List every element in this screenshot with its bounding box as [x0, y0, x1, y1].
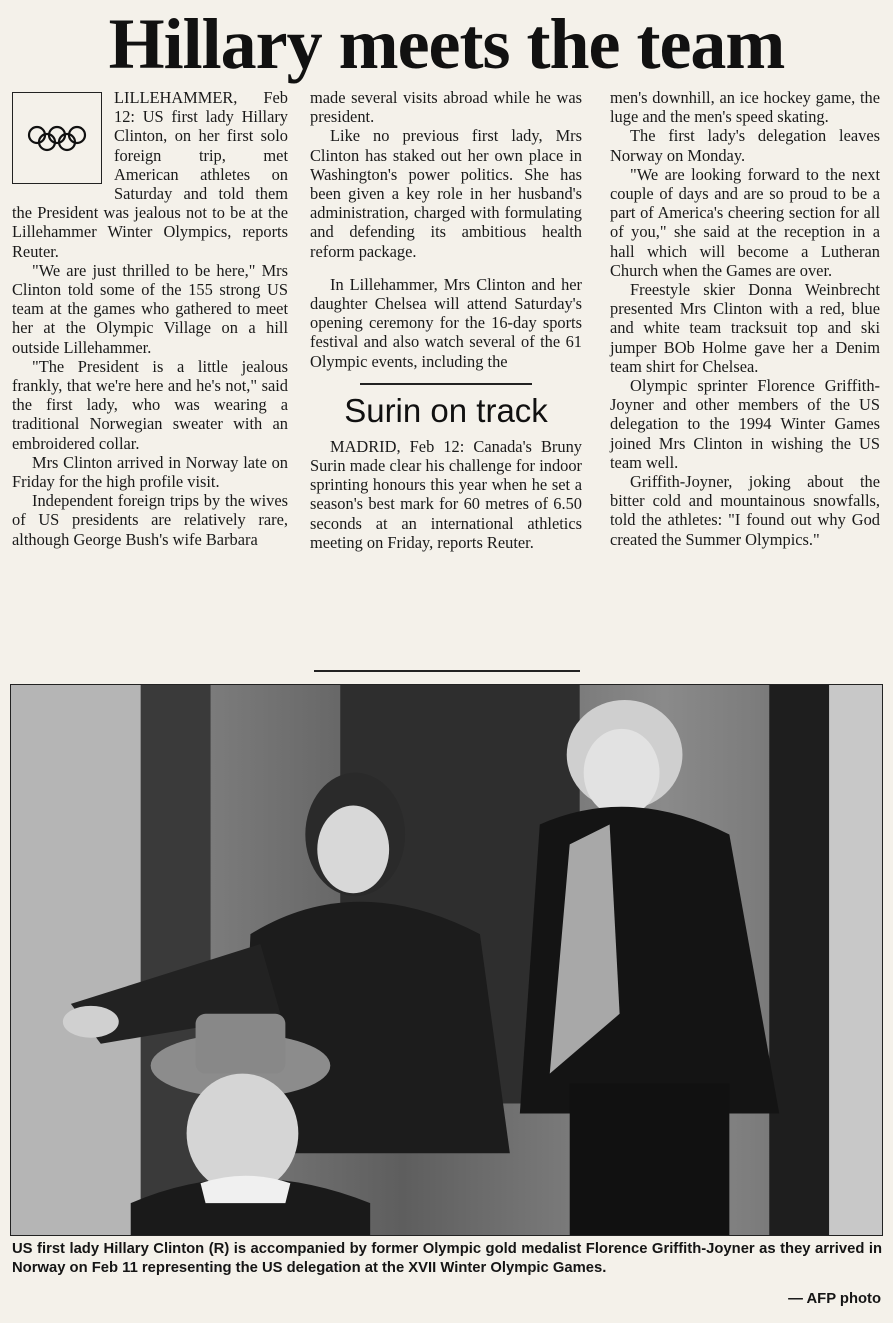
- article-column-3: [610, 88, 880, 549]
- news-photo: [10, 684, 883, 1236]
- article-end-rule: [314, 670, 580, 672]
- article-column-1: [12, 88, 288, 549]
- subhead: Surin on track: [344, 391, 548, 429]
- paragraph: men's downhill, an ice hockey game, the luge and the men's speed skating.: [610, 88, 880, 127]
- subhead-rule: [360, 383, 532, 385]
- paragraph: "We are just thrilled to be here," Mrs Clinton told some of the 155 strong US team at the games who gathered to meet her at the Olympic Village on a hill outside Lillehammer.: [12, 260, 288, 357]
- photo-credit: — AFP photo: [788, 1291, 881, 1307]
- paragraph: The first lady's delegation leaves Norway on Monday.: [610, 126, 880, 165]
- paragraph: Olympic sprinter Florence Griffith-Joyner and other members of the US delegation to the 1994 Winter Games joined Mrs Clinton in wishing the US team well.: [610, 376, 880, 472]
- olympic-rings-logo: [12, 92, 102, 184]
- photo-illustration: [11, 685, 882, 1235]
- paragraph: Like no previous first lady, Mrs Clinton has staked out her own place in Washington's power politics. She has been given a key role in her husband's administration, charged with formulating and defending its ambitious health reform package.: [310, 126, 582, 261]
- paragraph: "The President is a little jealous frankly, that we're here and he's not," said the first lady, who was wearing a traditional Norwegian sweater with an embroidered collar.: [12, 356, 288, 453]
- paragraph: In Lillehammer, Mrs Clinton and her daughter Chelsea will attend Saturday's opening ceremony for the 16-day sports festival and also watch several of the 61 Olympic events, including the: [310, 274, 582, 371]
- paragraph: LILLEHAMMER, Feb 12: US first lady Hillary Clinton, on her first solo foreign trip, met American athletes on Saturday and told them the President was jealous not to be at the Lillehammer Winter Olympics, reports Reuter.: [12, 88, 288, 261]
- dateline: LILLEHAMMER, Feb 12:: [114, 88, 288, 127]
- paragraph: "We are looking forward to the next couple of days and are so proud to be a part of America's cheering section for all of you," she said at the reception in a hall which will become a Lutheran Church when the Games are over.: [610, 164, 880, 280]
- photo-caption: US first lady Hillary Clinton (R) is accompanied by former Olympic gold medalist Florence Griffith-Joyner as they arrived in Norway on Feb 11 representing the US delegation at the XVII Winter Olympic Games.: [12, 1241, 882, 1276]
- paragraph: Freestyle skier Donna Weinbrecht presented Mrs Clinton with a red, blue and white team tracksuit top and ski jumper BOb Holme gave her a Denim team shirt for Chelsea.: [610, 280, 880, 376]
- sub-dateline: MADRID, Feb 12:: [330, 436, 465, 456]
- headline: Hillary meets the team: [108, 4, 785, 84]
- paragraph: Independent foreign trips by the wives of US presidents are relatively rare, although George Bush's wife Barbara: [12, 491, 288, 549]
- paragraph: MADRID, Feb 12: Canada's Bruny Surin made clear his challenge for indoor sprinting honours this year when he set a season's best mark for 60 metres of 6.50 seconds at an international athletics meeting on Friday, reports Reuter.: [310, 436, 582, 552]
- olympic-rings-icon: [27, 123, 87, 153]
- article-column-2: [310, 88, 582, 552]
- paragraph: made several visits abroad while he was president.: [310, 88, 582, 127]
- paragraph: Mrs Clinton arrived in Norway late on Friday for the high profile visit.: [12, 452, 288, 492]
- paragraph: Griffith-Joyner, joking about the bitter cold and mountainous snowfalls, told the athletes: "I found out why God created the Summer Olympics.": [610, 472, 880, 549]
